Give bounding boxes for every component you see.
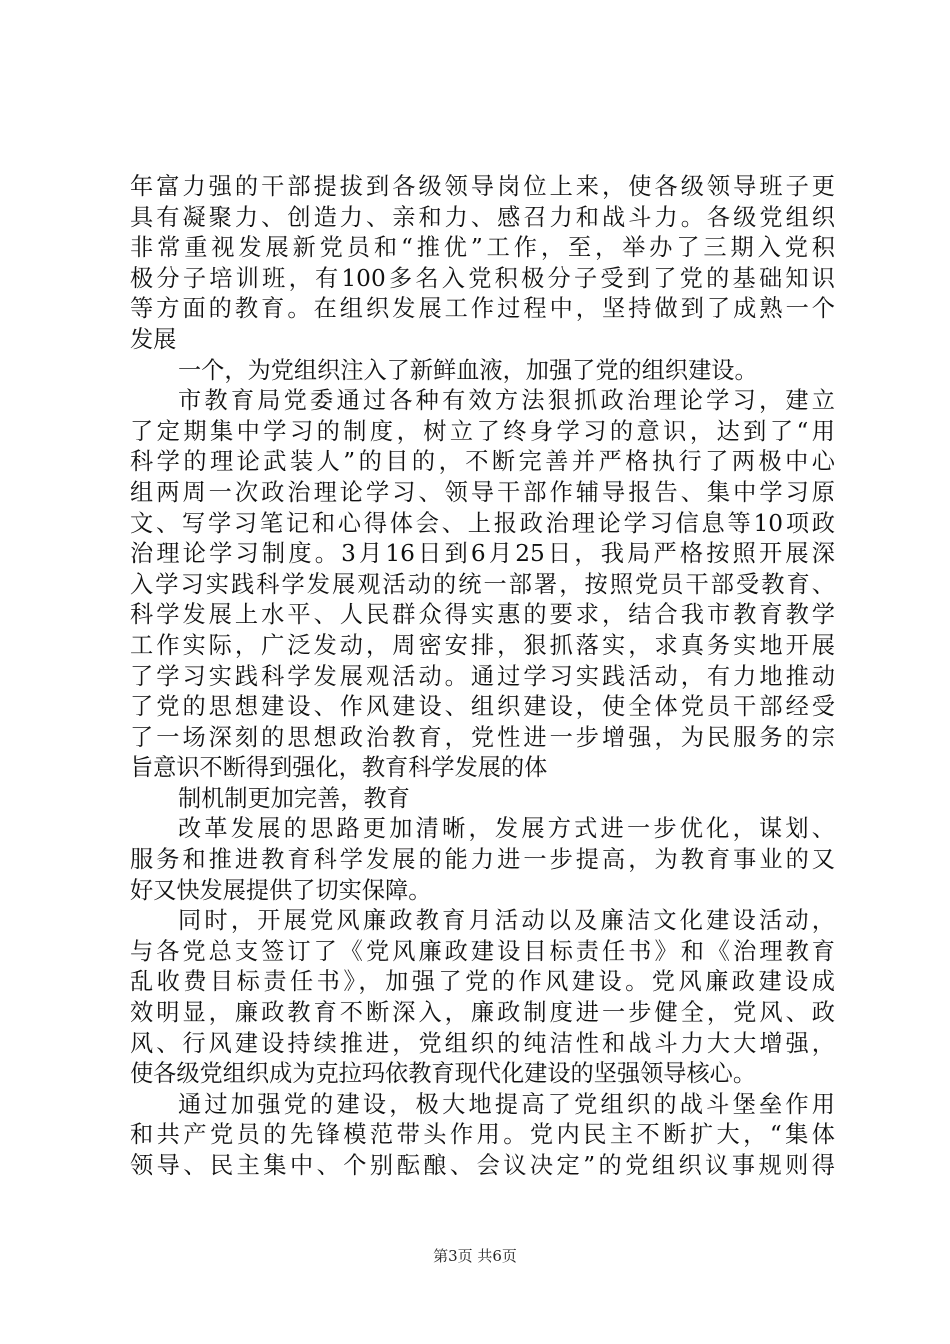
text-line: 和共产党员的先锋模范带头作用。党内民主不断扩大，“集体: [130, 1121, 835, 1149]
text-line: 文、写学习笔记和心得体会、上报政治理论学习信息等10项政: [130, 509, 835, 537]
text-line: 领导、民主集中、个别酝酿、会议决定”的党组织议事规则得: [130, 1152, 835, 1179]
text-line: 制机制更加完善，教育: [178, 784, 410, 812]
text-line: 一个，为党组织注入了新鲜血液，加强了党的组织建设。: [178, 356, 758, 384]
text-line: 等方面的教育。在组织发展工作过程中，坚持做到了成熟一个: [130, 295, 835, 323]
text-line: 好又快发展提供了切实保障。: [130, 876, 432, 904]
text-line: 了学习实践科学发展观活动。通过学习实践活动，有力地推动: [130, 662, 835, 690]
text-line: 非常重视发展新党员和“推优”工作，至，举办了三期入党积: [130, 234, 835, 262]
text-line: 工作实际，广泛发动，周密安排，狠抓落实，求真务实地开展: [130, 631, 835, 659]
text-line: 了定期集中学习的制度，树立了终身学习的意识，达到了“用: [130, 417, 835, 445]
text-line: 极分子培训班，有100多名入党积极分子受到了党的基础知识: [130, 264, 835, 292]
text-line: 入学习实践科学发展观活动的统一部署，按照党员干部受教育、: [130, 570, 835, 598]
text-line: 与各党总支签订了《党风廉政建设目标责任书》和《治理教育: [130, 937, 835, 965]
text-line: 了党的思想建设、作风建设、组织建设，使全体党员干部经受: [130, 693, 835, 721]
text-line: 乱收费目标责任书》，加强了党的作风建设。党风廉政建设成: [130, 968, 835, 996]
text-line: 具有凝聚力、创造力、亲和力、感召力和战斗力。各级党组织: [130, 203, 835, 231]
text-line: 改革发展的思路更加清晰，发展方式进一步优化，谋划、: [178, 815, 835, 843]
text-line: 同时，开展党风廉政教育月活动以及廉洁文化建设活动，: [178, 907, 835, 935]
text-line: 组两周一次政治理论学习、领导干部作辅导报告、集中学习原: [130, 478, 835, 506]
page-number-footer: 第3页 共6页: [433, 1247, 517, 1265]
text-line: 科学的理论武装人”的目的，不断完善并严格执行了两极中心: [130, 448, 835, 476]
text-line: 通过加强党的建设，极大地提高了党组织的战斗堡垒作用: [178, 1090, 835, 1118]
text-line: 科学发展上水平、人民群众得实惠的要求，结合我市教育教学: [130, 601, 835, 629]
text-line: 治理论学习制度。3月16日到6月25日，我局严格按照开展深: [130, 540, 835, 568]
text-line: 年富力强的干部提拔到各级领导岗位上来，使各级领导班子更: [130, 173, 835, 200]
text-line: 发展: [130, 325, 177, 353]
text-line: 使各级党组织成为克拉玛依教育现代化建设的坚强领导核心。: [130, 1060, 757, 1088]
text-line: 服务和推进教育科学发展的能力进一步提高，为教育事业的又: [130, 846, 835, 874]
document-body: [130, 172, 835, 1182]
text-line: 市教育局党委通过各种有效方法狠抓政治理论学习，建立: [178, 387, 835, 415]
text-line: 旨意识不断得到强化，教育科学发展的体: [130, 754, 548, 782]
text-line: 了一场深刻的思想政治教育，党性进一步增强，为民服务的宗: [130, 723, 835, 751]
text-line: 风、行风建设持续推进，党组织的纯洁性和战斗力大大增强，: [130, 1029, 835, 1057]
text-line: 效明显，廉政教育不断深入，廉政制度进一步健全，党风、政: [130, 999, 835, 1027]
